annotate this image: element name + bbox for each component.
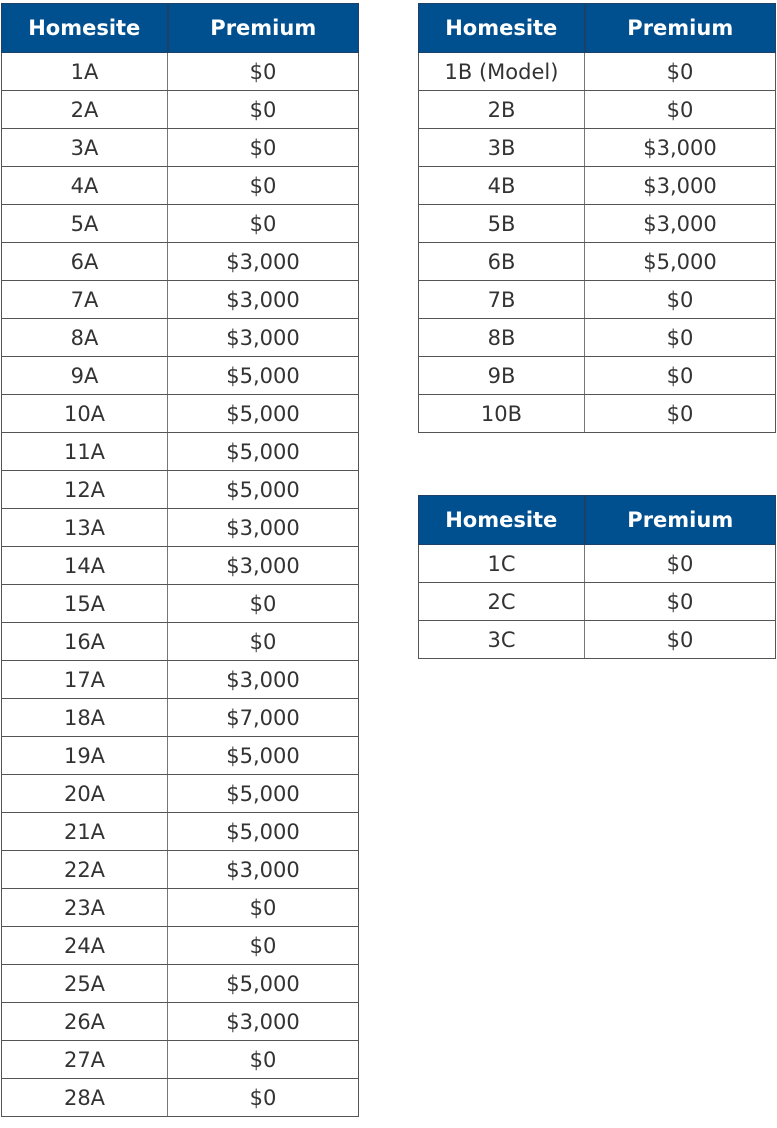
homesite-cell: 2A <box>2 91 168 129</box>
table-row <box>419 545 776 583</box>
premium-cell: $0 <box>168 91 359 129</box>
table-row <box>2 509 359 547</box>
premium-cell: $0 <box>585 281 776 319</box>
homesite-premium-table-a <box>1 3 359 1117</box>
homesite-cell: 1C <box>419 545 585 583</box>
table-row <box>2 281 359 319</box>
homesite-cell: 1B (Model) <box>419 53 585 91</box>
table-row <box>2 775 359 813</box>
homesite-column-header: Homesite <box>2 4 168 53</box>
homesite-cell: 14A <box>2 547 168 585</box>
table-row <box>2 813 359 851</box>
premium-cell: $0 <box>168 53 359 91</box>
homesite-cell: 19A <box>2 737 168 775</box>
table-row <box>2 319 359 357</box>
premium-cell: $0 <box>585 583 776 621</box>
premium-cell: $3,000 <box>585 167 776 205</box>
table-header-row <box>419 496 776 545</box>
homesite-cell: 24A <box>2 927 168 965</box>
table-row <box>2 661 359 699</box>
table-row <box>2 395 359 433</box>
homesite-cell: 8B <box>419 319 585 357</box>
homesite-cell: 15A <box>2 585 168 623</box>
table-row <box>2 357 359 395</box>
premium-cell: $3,000 <box>168 547 359 585</box>
premium-cell: $0 <box>168 585 359 623</box>
premium-cell: $5,000 <box>168 357 359 395</box>
homesite-cell: 9B <box>419 357 585 395</box>
premium-cell: $3,000 <box>168 851 359 889</box>
homesite-cell: 5A <box>2 205 168 243</box>
homesite-cell: 7A <box>2 281 168 319</box>
table-row <box>2 433 359 471</box>
homesite-cell: 11A <box>2 433 168 471</box>
homesite-cell: 6A <box>2 243 168 281</box>
premium-cell: $3,000 <box>585 205 776 243</box>
table-row <box>2 889 359 927</box>
premium-cell: $0 <box>585 545 776 583</box>
table-row <box>2 243 359 281</box>
premium-cell: $3,000 <box>168 509 359 547</box>
table-row <box>2 699 359 737</box>
homesite-cell: 1A <box>2 53 168 91</box>
premium-column-header: Premium <box>585 4 776 53</box>
homesite-cell: 21A <box>2 813 168 851</box>
homesite-cell: 3B <box>419 129 585 167</box>
table-row <box>2 91 359 129</box>
premium-cell: $3,000 <box>168 281 359 319</box>
premium-cell: $0 <box>168 623 359 661</box>
homesite-column-header: Homesite <box>419 496 585 545</box>
homesite-cell: 2C <box>419 583 585 621</box>
premium-cell: $5,000 <box>168 433 359 471</box>
homesite-cell: 17A <box>2 661 168 699</box>
table-row <box>2 1003 359 1041</box>
homesite-cell: 4B <box>419 167 585 205</box>
homesite-cell: 12A <box>2 471 168 509</box>
table-row <box>2 927 359 965</box>
homesite-cell: 20A <box>2 775 168 813</box>
table-row <box>2 471 359 509</box>
homesite-cell: 5B <box>419 205 585 243</box>
premium-cell: $0 <box>168 129 359 167</box>
homesite-cell: 27A <box>2 1041 168 1079</box>
homesite-cell: 9A <box>2 357 168 395</box>
premium-column-header: Premium <box>168 4 359 53</box>
premium-cell: $3,000 <box>168 661 359 699</box>
premium-cell: $3,000 <box>168 1003 359 1041</box>
table-row <box>419 243 776 281</box>
premium-cell: $0 <box>585 395 776 433</box>
homesite-cell: 8A <box>2 319 168 357</box>
premium-cell: $0 <box>168 1079 359 1117</box>
homesite-cell: 3A <box>2 129 168 167</box>
premium-cell: $3,000 <box>168 243 359 281</box>
premium-cell: $0 <box>168 889 359 927</box>
table-row <box>419 53 776 91</box>
table-row <box>419 395 776 433</box>
premium-cell: $0 <box>585 621 776 659</box>
premium-cell: $0 <box>168 927 359 965</box>
homesite-cell: 26A <box>2 1003 168 1041</box>
table-row <box>419 205 776 243</box>
premium-cell: $0 <box>585 91 776 129</box>
table-row <box>2 1079 359 1117</box>
premium-cell: $5,000 <box>585 243 776 281</box>
homesite-cell: 13A <box>2 509 168 547</box>
homesite-cell: 6B <box>419 243 585 281</box>
table-row <box>2 623 359 661</box>
homesite-cell: 18A <box>2 699 168 737</box>
homesite-cell: 4A <box>2 167 168 205</box>
premium-cell: $5,000 <box>168 395 359 433</box>
homesite-cell: 16A <box>2 623 168 661</box>
premium-cell: $7,000 <box>168 699 359 737</box>
table-row <box>2 585 359 623</box>
homesite-cell: 28A <box>2 1079 168 1117</box>
homesite-premium-table-b <box>418 3 776 433</box>
premium-cell: $3,000 <box>168 319 359 357</box>
homesite-cell: 23A <box>2 889 168 927</box>
homesite-cell: 10A <box>2 395 168 433</box>
table-row <box>2 965 359 1003</box>
table-row <box>419 167 776 205</box>
table-row <box>419 91 776 129</box>
premium-cell: $5,000 <box>168 813 359 851</box>
table-row <box>2 737 359 775</box>
premium-cell: $3,000 <box>585 129 776 167</box>
homesite-column-header: Homesite <box>419 4 585 53</box>
table-row <box>2 53 359 91</box>
premium-cell: $5,000 <box>168 471 359 509</box>
premium-cell: $0 <box>585 357 776 395</box>
premium-cell: $5,000 <box>168 737 359 775</box>
table-row <box>419 129 776 167</box>
table-row <box>2 205 359 243</box>
homesite-cell: 22A <box>2 851 168 889</box>
premium-cell: $0 <box>585 53 776 91</box>
table-row <box>2 1041 359 1079</box>
homesite-cell: 3C <box>419 621 585 659</box>
table-row <box>2 851 359 889</box>
table-header-row <box>2 4 359 53</box>
homesite-premium-table-c <box>418 495 776 659</box>
premium-column-header: Premium <box>585 496 776 545</box>
table-row <box>419 357 776 395</box>
table-row <box>419 319 776 357</box>
homesite-cell: 2B <box>419 91 585 129</box>
homesite-cell: 7B <box>419 281 585 319</box>
premium-cell: $0 <box>168 205 359 243</box>
homesite-cell: 25A <box>2 965 168 1003</box>
table-header-row <box>419 4 776 53</box>
table-row <box>419 281 776 319</box>
premium-cell: $0 <box>585 319 776 357</box>
premium-cell: $5,000 <box>168 775 359 813</box>
homesite-cell: 10B <box>419 395 585 433</box>
premium-cell: $0 <box>168 167 359 205</box>
table-row <box>2 547 359 585</box>
premium-cell: $5,000 <box>168 965 359 1003</box>
table-row <box>419 583 776 621</box>
table-row <box>419 621 776 659</box>
table-row <box>2 129 359 167</box>
table-row <box>2 167 359 205</box>
premium-cell: $0 <box>168 1041 359 1079</box>
